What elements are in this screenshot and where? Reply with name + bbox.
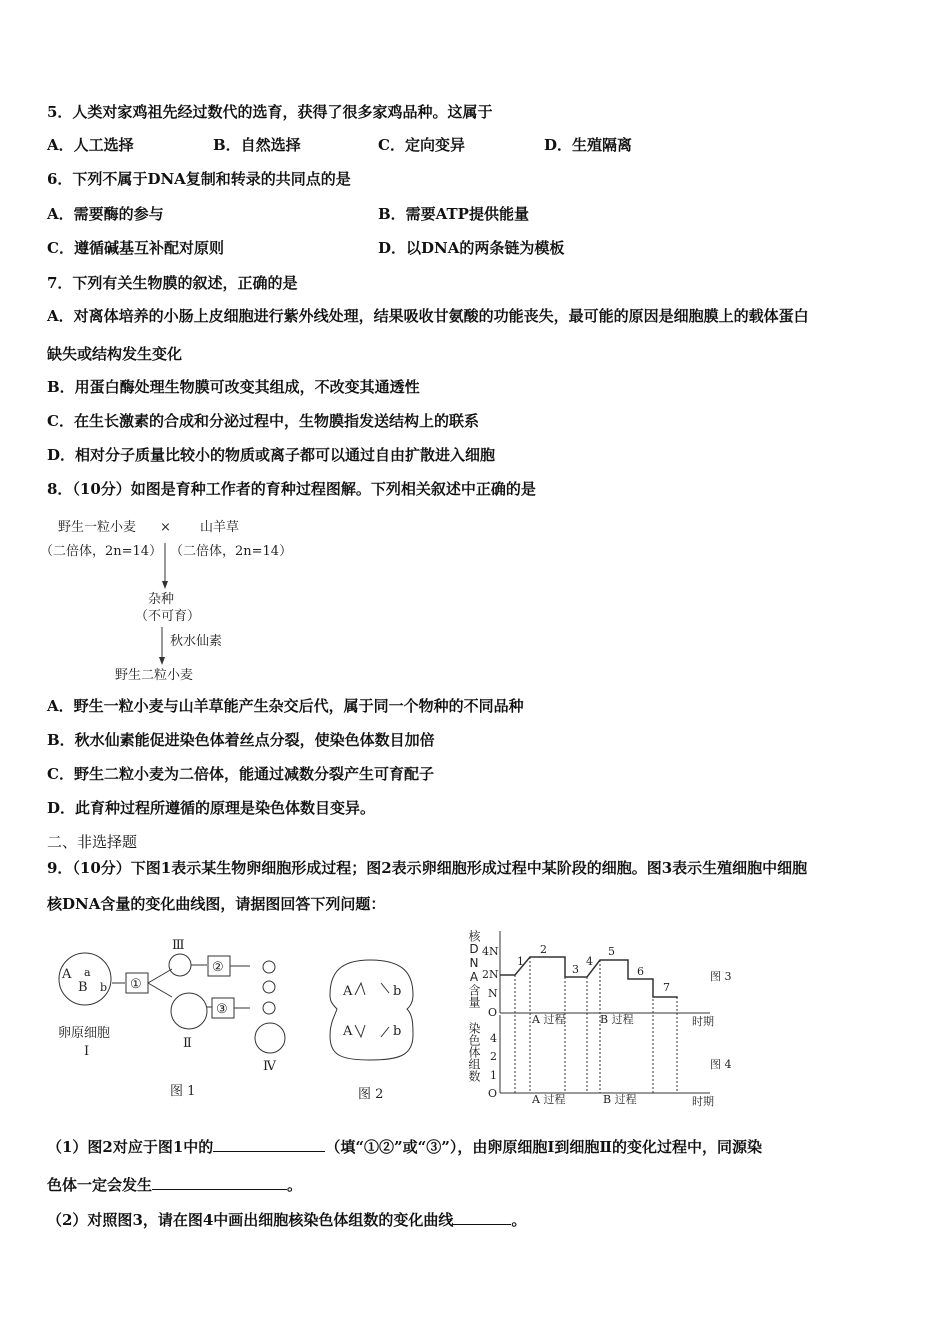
- label-III: Ⅲ: [172, 938, 185, 953]
- q8-option-c: C．野生二粒小麦为二倍体，能通过减数分裂产生可育配子: [47, 765, 434, 783]
- stage-2: 2: [540, 943, 547, 956]
- result: 野生二粒小麦: [115, 668, 194, 683]
- q7-option-b: B．用蛋白酶处理生物膜可改变其组成，不改变其通透性: [47, 378, 420, 396]
- q6-option-a: A．需要酶的参与: [47, 205, 164, 223]
- q9-sub1-text-a: （1）图2对应于图1中的: [47, 1138, 214, 1156]
- figure-1-caption: 图 1: [170, 1084, 196, 1099]
- fig3-ytick-2N: 2N: [482, 968, 499, 981]
- fig2-gene-b-bottom: b: [393, 1024, 402, 1039]
- figure-2-caption: 图 2: [358, 1087, 384, 1102]
- stage-6: 6: [637, 965, 644, 978]
- q6-option-d: D．以DNA的两条链为模板: [378, 239, 565, 257]
- fig3-ylabel: 核DNA含量: [467, 930, 481, 1008]
- figure-1: [50, 935, 290, 1105]
- fig3-ytick-N: N: [488, 987, 498, 1000]
- q5-stem: 5．人类对家鸡祖先经过数代的选育，获得了很多家鸡品种。这属于: [47, 103, 493, 121]
- q9-sub1-line1: [47, 1137, 762, 1157]
- fig3-xlabel: 时期: [692, 1015, 714, 1028]
- fig4-ytick-O: O: [488, 1087, 498, 1100]
- fig4-ytick-4: 4: [490, 1032, 497, 1045]
- step-2: ②: [212, 960, 224, 975]
- gene-B: B: [78, 980, 88, 995]
- label-I: Ⅰ: [84, 1044, 90, 1059]
- q9-sub2-text-a: （2）对照图3，请在图4中画出细胞核染色体组数的变化曲线: [47, 1211, 454, 1229]
- q8-option-d: D．此育种过程所遵循的原理是染色体数目变异。: [47, 799, 376, 817]
- q5-option-b: B．自然选择: [213, 136, 301, 154]
- q5-option-a: A．人工选择: [47, 136, 134, 154]
- q5-option-c: C．定向变异: [378, 136, 465, 154]
- parent2-note: （二倍体，2n=14）: [170, 544, 293, 559]
- figure-4-caption: 图 4: [710, 1058, 732, 1071]
- colchicine-label: 秋水仙素: [170, 634, 223, 649]
- q9-sub2-text-b: 。: [511, 1211, 527, 1229]
- stage-5: 5: [608, 945, 615, 958]
- cross-symbol: ×: [160, 520, 171, 535]
- label-IV: Ⅳ: [263, 1059, 276, 1074]
- section-heading: 二、非选择题: [47, 833, 138, 851]
- q6-option-b: B．需要ATP提供能量: [378, 205, 529, 223]
- step-1: ①: [130, 977, 142, 992]
- q6-stem: 6．下列不属于DNA复制和转录的共同点的是: [47, 170, 351, 188]
- fig2-gene-A-bottom: A: [343, 1024, 353, 1039]
- gene-a: a: [84, 966, 91, 979]
- q8-stem: 8．（10分）如图是育种工作者的育种过程图解。下列相关叙述中正确的是: [47, 480, 536, 498]
- figure-2: [325, 955, 415, 1105]
- q8-option-a: A．野生一粒小麦与山羊草能产生杂交后代，属于同一个物种的不同品种: [47, 697, 524, 715]
- fig3-process-b: B 过程: [600, 1013, 634, 1026]
- stage-3: 3: [572, 963, 579, 976]
- q9-stem-2: 核DNA含量的变化曲线图，请据图回答下列问题：: [47, 895, 386, 913]
- answer-blank-2[interactable]: [152, 1175, 287, 1190]
- fig2-gene-A-top: A: [343, 984, 353, 999]
- fig2-gene-b-top: b: [393, 984, 402, 999]
- parent1: 野生一粒小麦: [58, 520, 137, 535]
- fig4-process-a: A 过程: [532, 1093, 566, 1106]
- q9-sub1-text-c: 色体一定会发生: [47, 1176, 153, 1194]
- label-II: Ⅱ: [183, 1036, 192, 1051]
- hybrid: 杂种: [148, 592, 175, 607]
- q9-sub1-text-d: 。: [287, 1176, 303, 1194]
- fig3-ytick-4N: 4N: [482, 945, 499, 958]
- answer-blank-1[interactable]: [213, 1137, 325, 1152]
- fig3-ytick-O: O: [488, 1006, 498, 1019]
- q7-option-a: A．对离体培养的小肠上皮细胞进行紫外线处理，结果吸收甘氨酸的功能丧失，最可能的原因是细胞膜上的载体蛋白: [47, 307, 809, 325]
- gene-b: b: [100, 981, 108, 994]
- fig3-process-a: A 过程: [532, 1013, 566, 1026]
- q8-option-b: B．秋水仙素能促进染色体着丝点分裂，使染色体数目加倍: [47, 731, 435, 749]
- q9-sub1-text-b: （填“①②”或“③”），由卵原细胞Ⅰ到细胞Ⅱ的变化过程中，同源染: [325, 1138, 762, 1156]
- fig4-ytick-2: 2: [490, 1050, 497, 1063]
- stage-1: 1: [517, 955, 524, 968]
- parent1-note: （二倍体，2n=14）: [40, 544, 163, 559]
- q6-option-c: C．遵循碱基互补配对原则: [47, 239, 224, 257]
- oogonium-label: 卵原细胞: [58, 1026, 111, 1041]
- q9-stem-1: 9．（10分）下图1表示某生物卵细胞形成过程；图2表示卵细胞形成过程中某阶段的细胞。图3表示生殖细胞中细胞: [47, 859, 808, 877]
- q7-stem: 7．下列有关生物膜的叙述，正确的是: [47, 274, 298, 292]
- q7-option-c: C．在生长激素的合成和分泌过程中，生物膜指发送结构上的联系: [47, 412, 479, 430]
- parent2: 山羊草: [200, 520, 240, 535]
- stage-7: 7: [663, 981, 670, 994]
- step-3: ③: [216, 1002, 228, 1017]
- q7-option-a-cont: 缺失或结构发生变化: [47, 345, 183, 363]
- figure-3-caption: 图 3: [710, 970, 732, 983]
- answer-blank-3[interactable]: [453, 1210, 511, 1225]
- q9-sub2: [47, 1210, 526, 1230]
- q7-option-d: D．相对分子质量比较小的物质或离子都可以通过自由扩散进入细胞: [47, 446, 496, 464]
- figure-3-4: [460, 925, 740, 1110]
- breeding-diagram: [40, 505, 300, 690]
- fig4-ylabel: 染色体组数: [467, 1022, 481, 1082]
- fig4-xlabel: 时期: [692, 1095, 714, 1108]
- q9-sub1-line2: [47, 1175, 302, 1195]
- stage-4: 4: [586, 955, 593, 968]
- hybrid-note: （不可育）: [135, 609, 201, 624]
- fig4-ytick-1: 1: [490, 1069, 497, 1082]
- q5-option-d: D．生殖隔离: [544, 136, 633, 154]
- gene-A: A: [62, 967, 72, 982]
- fig4-process-b: B 过程: [603, 1093, 637, 1106]
